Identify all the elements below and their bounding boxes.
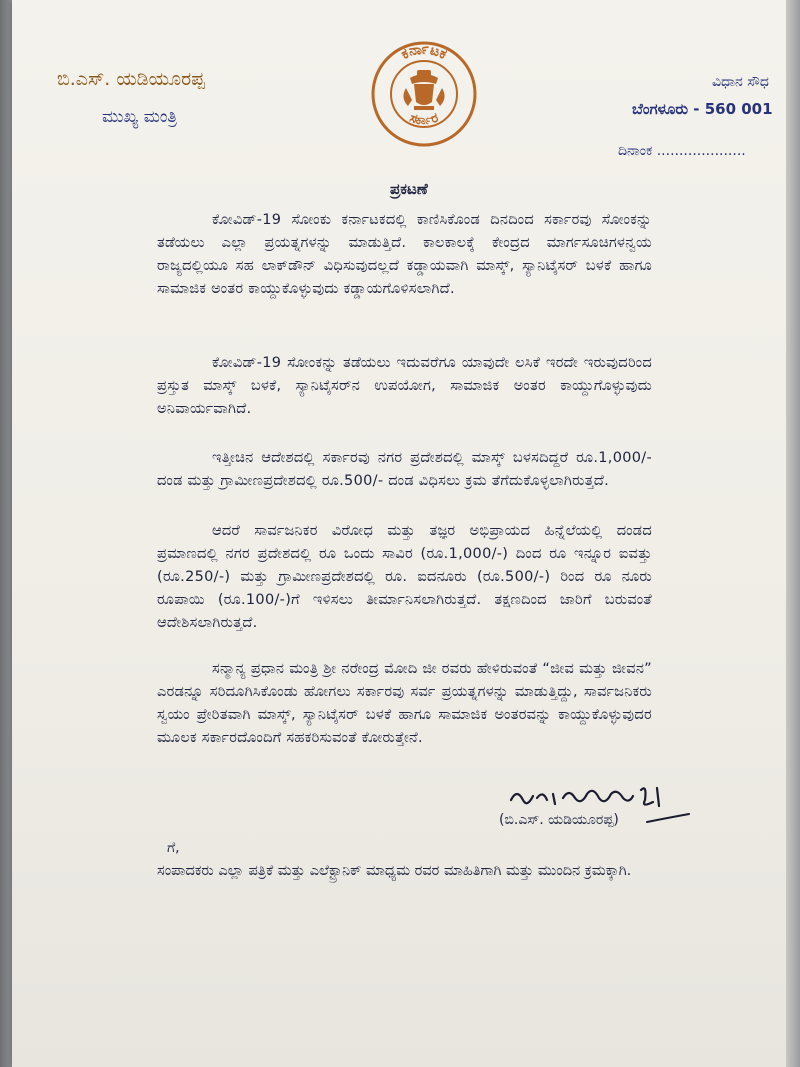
paragraph-2: ಕೋವಿಡ್-19 ಸೋಂಕನ್ನು ತಡೆಯಲು ಇದುವರೆಗೂ ಯಾವುದೇ ಲಸಿಕೆ ಇರದೇ ಇರುವುದರಿಂದ ಪ್ರಸ್ತುತ ಮಾಸ್ಕ್ ಬಳಕೆ, ಸ್ಯಾನಿಟೈಸರ್‌ನ ಉಪಯೋಗ, ಸಾಮಾಜಿಕ ಅಂತರ ಕಾಯ್ದುಗೊಳ್ಳುವುದು ಅನಿವಾರ್ಯವಾಗಿದೆ. xyxy=(157,355,652,417)
recipient-text: ಸಂಪಾದಕರು ಎಲ್ಲಾ ಪತ್ರಿಕೆ ಮತ್ತು ಎಲೆಕ್ಟ್ರಾನಿಕ್ ಮಾಧ್ಯಮ ರವರ ಮಾಹಿತಿಗಾಗಿ ಮತ್ತು ಮುಂದಿನ ಕ್ರಮಕ್ಕಾಗಿ. xyxy=(157,863,632,879)
office-city-pin: ಬೆಂಗಳೂರು - 560 001 xyxy=(632,100,773,118)
sender-title: ಮುಖ್ಯ ಮಂತ್ರಿ xyxy=(102,107,178,127)
paragraph-3: ಇತ್ತೀಚಿನ ಆದೇಶದಲ್ಲಿ ಸರ್ಕಾರವು ನಗರ ಪ್ರದೇಶದಲ್ಲಿ ಮಾಸ್ಕ್ ಬಳಸದಿದ್ದರೆ ರೂ.1,000/- ದಂಡ ಮತ್ತು ಗ್ರಾಮೀಣಪ್ರದೇಶದಲ್ಲಿ ರೂ.500/- ದಂಡ ವಿಧಿಸಲು ಕ್ರಮ ತೆಗೆದುಕೊಳ್ಳಲಾಗಿರುತ್ತದೆ. xyxy=(157,450,652,489)
svg-text:ಕರ್ನಾಟಕ: ಕರ್ನಾಟಕ xyxy=(398,41,450,63)
handwritten-signature-icon xyxy=(507,780,692,840)
paragraph-4: ಆದರೆ ಸಾರ್ವಜನಿಕರ ವಿರೋಧ ಮತ್ತು ತಜ್ಞರ ಅಭಿಪ್ರಾಯದ ಹಿನ್ನೆಲೆಯಲ್ಲಿ ದಂಡದ ಪ್ರಮಾಣದಲ್ಲಿ ನಗರ ಪ್ರದೇಶದಲ್ಲಿ ರೂ ಒಂದು ಸಾವಿರ (ರೂ.1,000/-) ದಿಂದ ರೂ ಇನ್ನೂರ ಐವತ್ತು (ರೂ.250/-) ಮತ್ತು ಗ್ರಾಮೀಣಪ್ರದೇಶದಲ್ಲಿ ರೂ. ಐದನೂರು (ರೂ.500/-) ರಿಂದ ರೂ ನೂರು ರೂಪಾಯಿ (ರೂ.100/-)ಗೆ ಇಳಿಸಲು ತೀರ್ಮಾನಿಸಲಾಗಿರುತ್ತದೆ. ತಕ್ಷಣದಿಂದ ಜಾರಿಗೆ ಬರುವಂತೆ ಆದೇಶಿಸಲಾಗಿರುತ್ತದೆ. xyxy=(157,523,652,631)
sender-name: ಬಿ.ಎಸ್. ಯಡಿಯೂರಪ್ಪ xyxy=(57,68,205,90)
recipient-label: ಗೆ, xyxy=(167,840,180,856)
paragraph-5: ಸನ್ಮಾನ್ಯ ಪ್ರಧಾನ ಮಂತ್ರಿ ಶ್ರೀ ನರೇಂದ್ರ ಮೋದಿ ಜೀ ರವರು ಹೇಳಿರುವಂತೆ “ಜೀವ ಮತ್ತು ಜೀವನ” ಎರಡನ್ನೂ ಸರಿದೂಗಿಸಿಕೊಂಡು ಹೋಗಲು ಸರ್ಕಾರವು ಸರ್ವ ಪ್ರಯತ್ನಗಳನ್ನು ಮಾಡುತ್ತಿದ್ದು, ಸಾರ್ವಜನಿಕರು ಸ್ವಯಂ ಪ್ರೇರಿತವಾಗಿ ಮಾಸ್ಕ್, ಸ್ಯಾನಿಟೈಸರ್ ಬಳಕೆ ಹಾಗೂ ಸಾಮಾಜಿಕ ಅಂತರವನ್ನು ಕಾಯ್ದುಕೊಳ್ಳುವುದರ ಮೂಲಕ ಸರ್ಕಾರದೊಂದಿಗೆ ಸಹಕರಿಸುವಂತೆ ಕೋರುತ್ತೇನೆ. xyxy=(157,661,652,746)
letter-page xyxy=(12,0,788,1067)
svg-text:ಸರ್ಕಾರ: ಸರ್ಕಾರ xyxy=(407,110,441,129)
document-heading: ಪ್ರಕಟಣೆ xyxy=(390,180,428,198)
background-edge-right xyxy=(786,0,800,1067)
date-field: ದಿನಾಂಕ .................... xyxy=(618,143,746,159)
office-name: ವಿಧಾನ ಸೌಧ xyxy=(712,74,769,90)
karnataka-government-emblem-icon xyxy=(370,40,478,148)
paragraph-1: ಕೋವಿಡ್-19 ಸೋಂಕು ಕರ್ನಾಟಕದಲ್ಲಿ ಕಾಣಿಸಿಕೊಂಡ ದಿನದಿಂದ ಸರ್ಕಾರವು ಸೋಂಕನ್ನು ತಡೆಯಲು ಎಲ್ಲಾ ಪ್ರಯತ್ನಗಳನ್ನು ಮಾಡುತ್ತಿದೆ. ಕಾಲಕಾಲಕ್ಕೆ ಕೇಂದ್ರದ ಮಾರ್ಗಸೂಚಿಗಳನ್ವಯ ರಾಜ್ಯದಲ್ಲಿಯೂ ಸಹ ಲಾಕ್‌ಡೌನ್ ವಿಧಿಸುವುದಲ್ಲದೆ ಕಡ್ಡಾಯವಾಗಿ ಮಾಸ್ಕ್, ಸ್ಯಾನಿಟೈಸರ್ ಬಳಕೆ ಹಾಗೂ ಸಾಮಾಜಿಕ ಅಂತರ ಕಾಯ್ದುಕೊಳ್ಳುವುದು ಕಡ್ಡಾಯಗೊಳಿಸಲಾಗಿದೆ. xyxy=(157,212,652,297)
signed-name: (ಬಿ.ಎಸ್. ಯಡಿಯೂರಪ್ಪ) xyxy=(499,812,619,828)
